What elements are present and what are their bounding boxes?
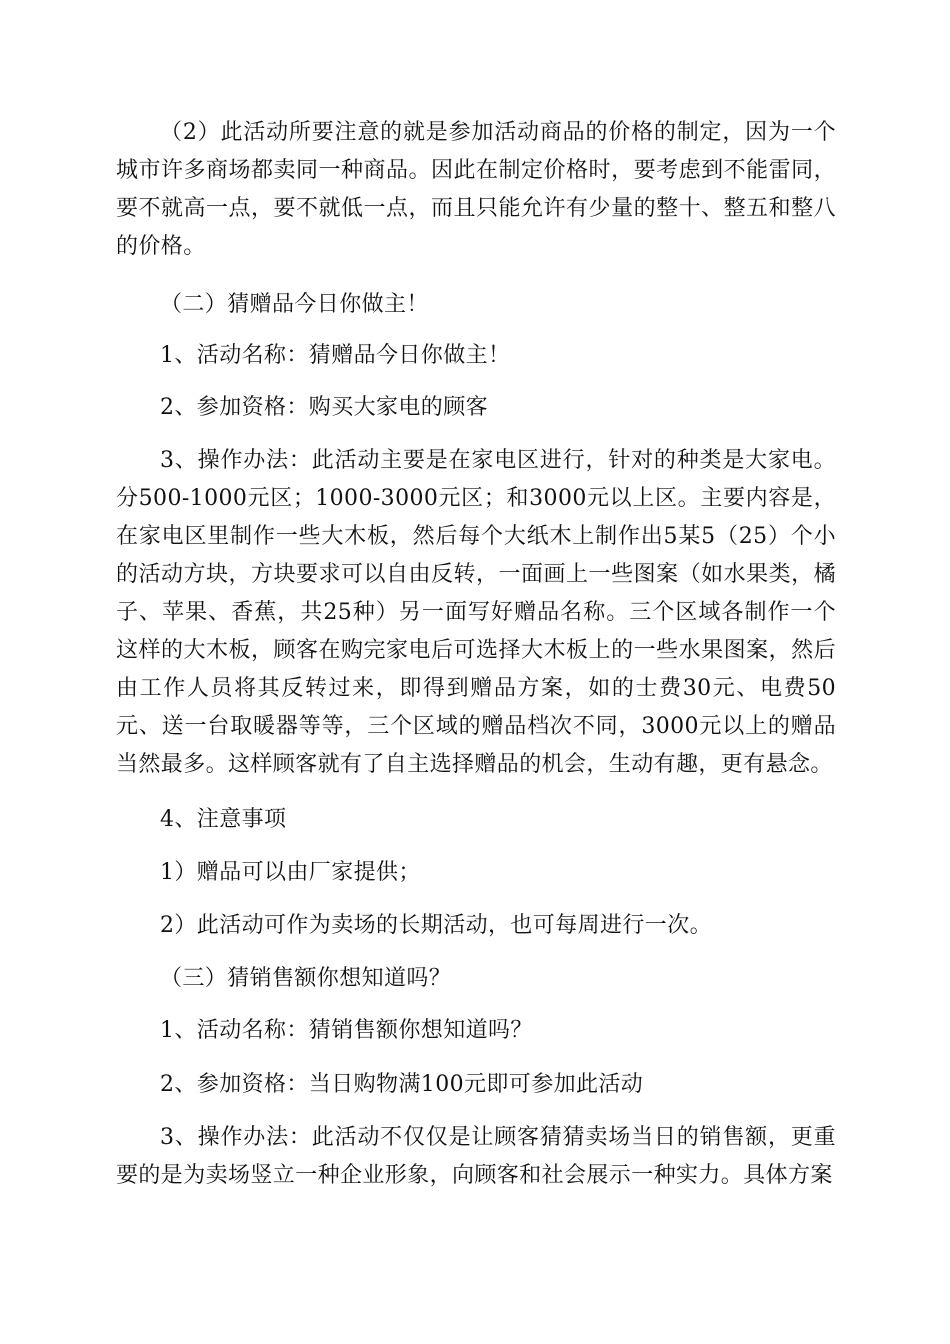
paragraph-note-2: 2）此活动可作为卖场的长期活动，也可每周进行一次。 [160, 913, 712, 938]
paragraph-note-1: 1）赠品可以由厂家提供； [160, 860, 421, 885]
paragraph-activity-name-sales: 1、活动名称：猜销售额你想知道吗？ [160, 1018, 533, 1043]
paragraph-notes-heading: 4、注意事项 [160, 807, 287, 832]
paragraph-price-note: （2）此活动所要注意的就是参加活动商品的价格的制定，因为一个城市许多商场都卖同一种商品。因此在制定价格时，要考虑到不能雷同，要不就高一点，要不就低一点，而且只能允许有少量的整十、整五和整八的价格。 [116, 120, 836, 259]
paragraph-activity-name: 1、活动名称：猜赠品今日你做主！ [160, 343, 511, 368]
paragraph-eligibility-sales: 2、参加资格：当日购物满100元即可参加此活动 [160, 1072, 644, 1097]
section-heading-guess-sales: （三）猜销售额你想知道吗？ [160, 966, 452, 991]
section-heading-guess-gift: （二）猜赠品今日你做主！ [160, 292, 429, 317]
paragraph-eligibility: 2、参加资格：购买大家电的顾客 [160, 395, 488, 420]
paragraph-operation-method-sales: 3、操作办法：此活动不仅仅是让顾客猜猜卖场当日的销售额，更重要的是为卖场竖立一种企业形象，向顾客和社会展示一种实力。具体方案 [116, 1125, 836, 1188]
paragraph-operation-method: 3、操作办法：此活动主要是在家电区进行，针对的种类是大家电。分500-1000元区；1000-3000元区；和3000元以上区。主要内容是，在家电区里制作一些大木板，然后每个大纸木上制作出5某5（25）个小的活动方块，方块要求可以自由反转，一面画上一些图案（如水果类，橘子、苹果、香蕉，共25种）另一面写好赠品名称。三个区域各制作一个这样的大木板，顾客在购完家电后可选择大木板上的一些水果图案，然后由工作人员将其反转过来，即得到赠品方案，如的士费30元、电费50元、送一台取暖器等等，三个区域的赠品档次不同，3000元以上的赠品当然最多。这样顾客就有了自主选择赠品的机会，生动有趣，更有悬念。 [116, 448, 836, 777]
